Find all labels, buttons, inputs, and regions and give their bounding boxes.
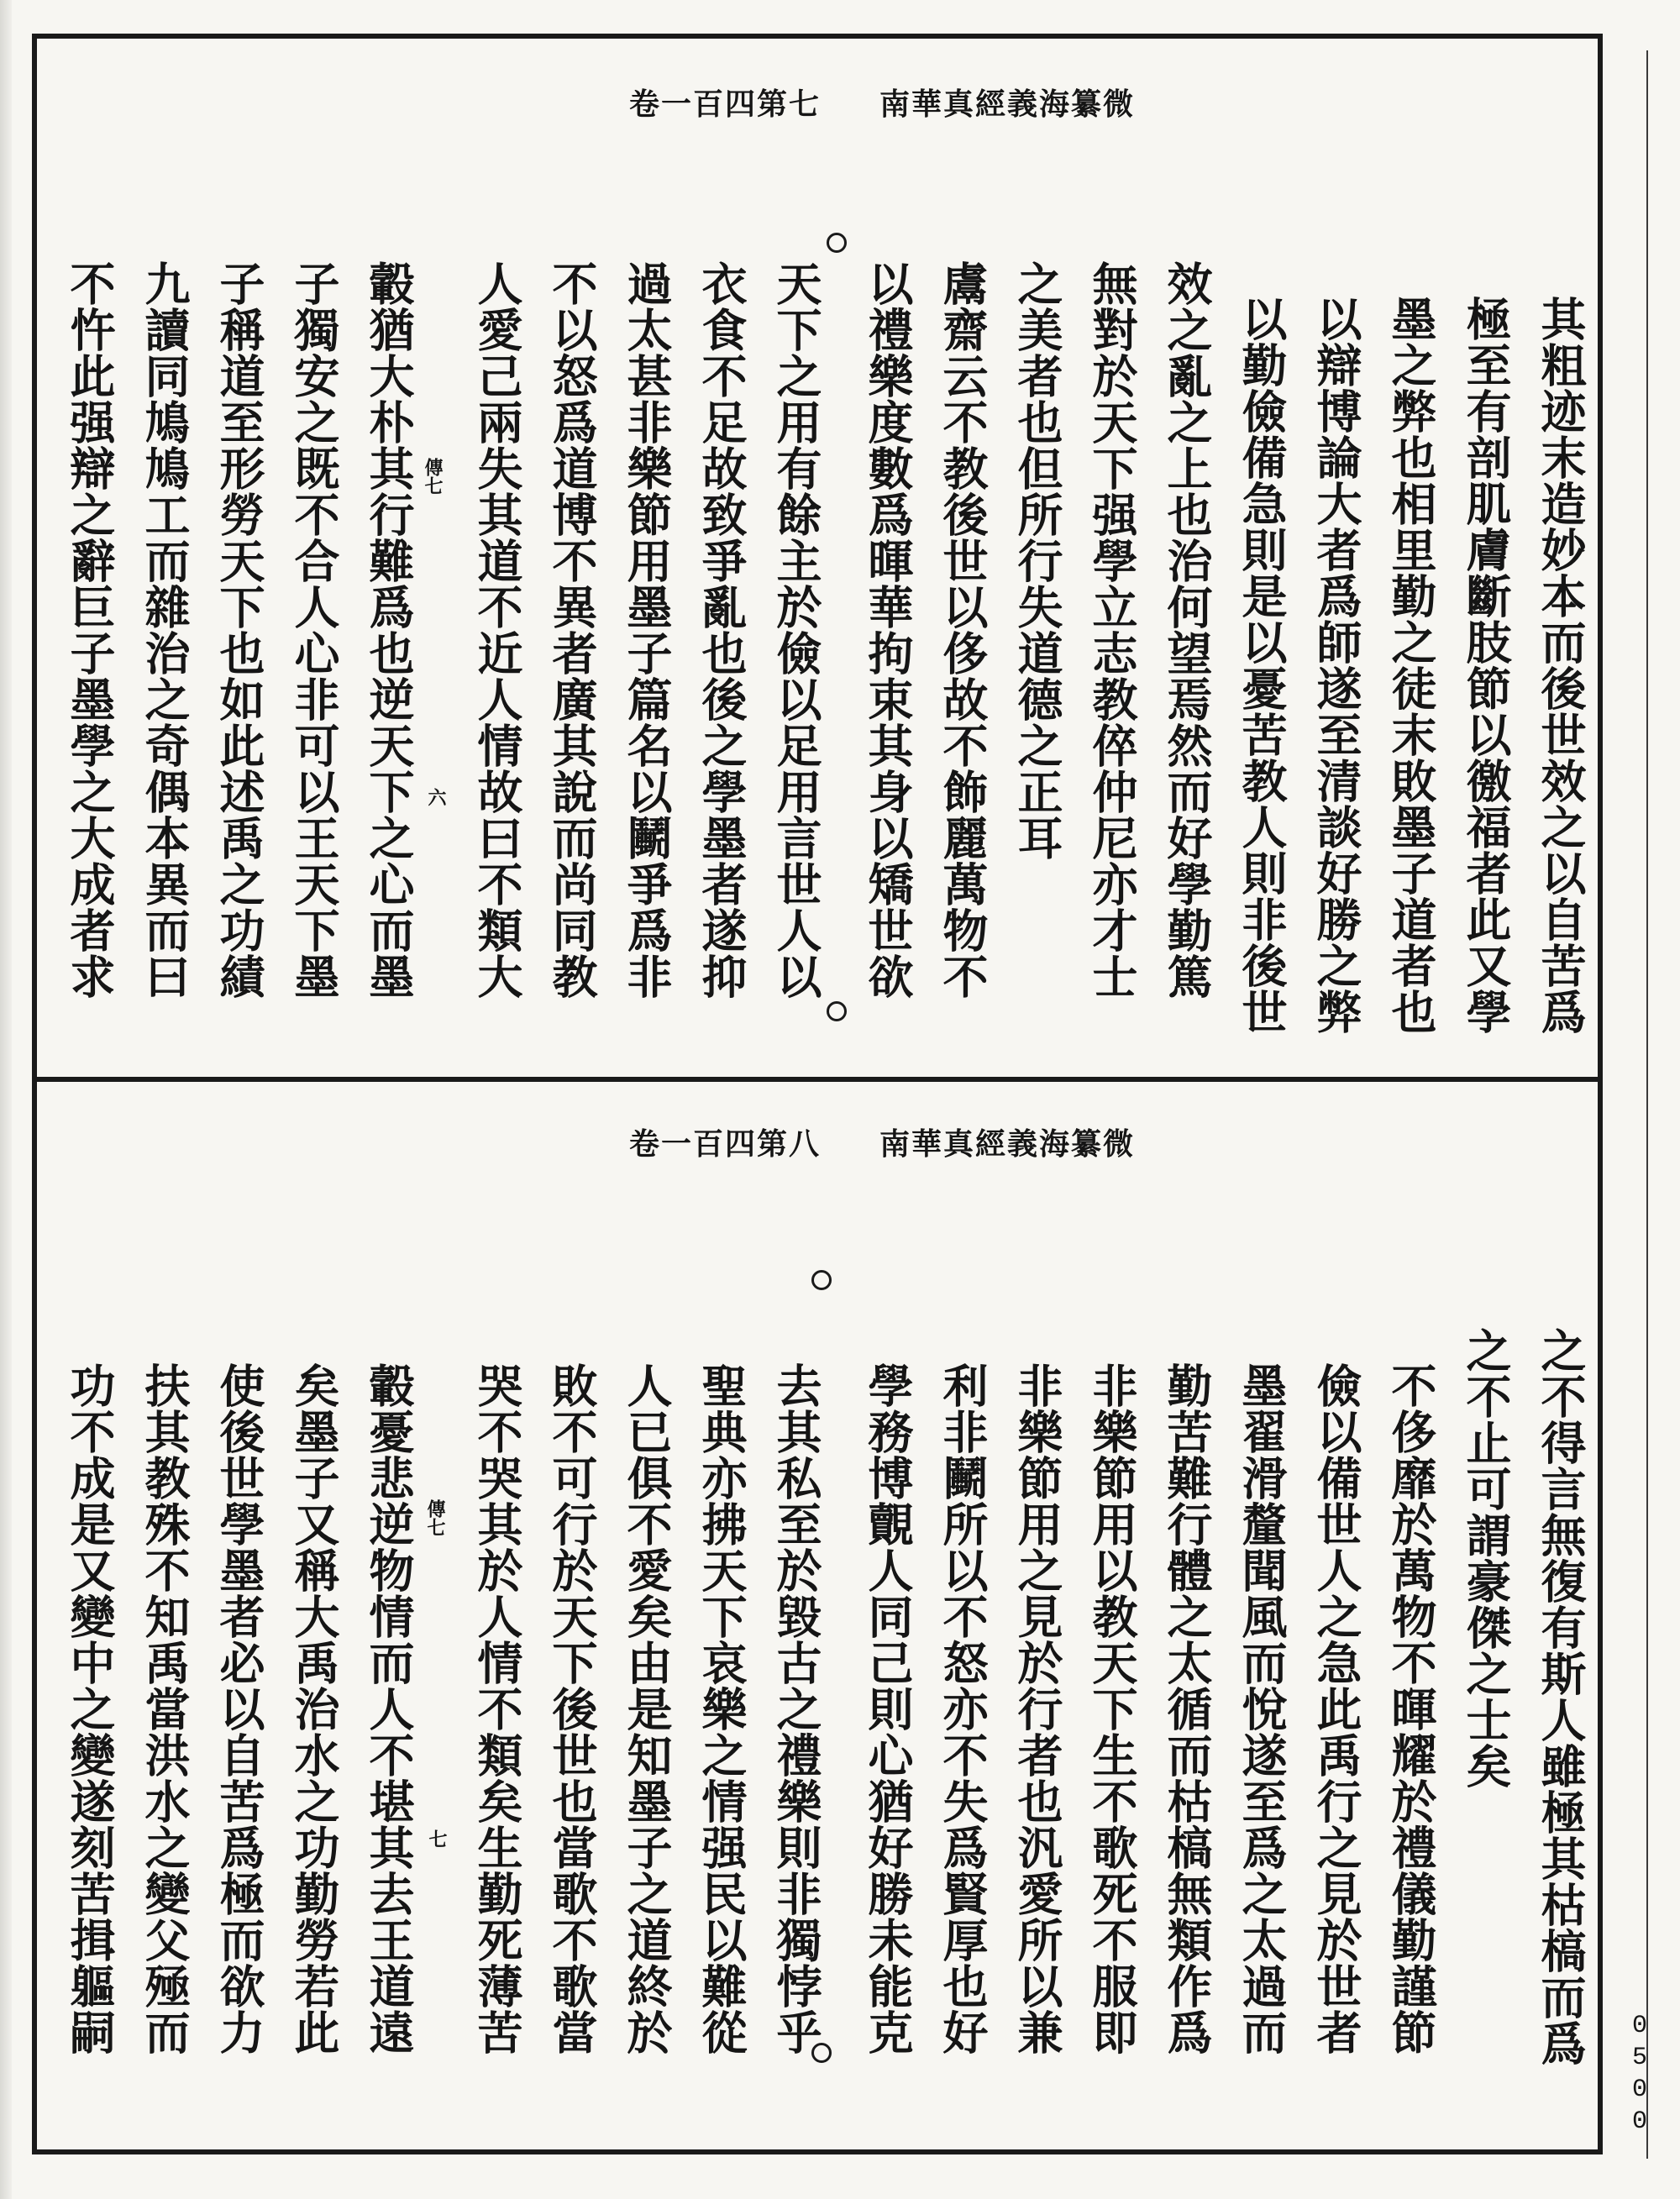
bottom-text-column: 功不成是又變中之變遂刻苦揖軀嗣 xyxy=(63,1362,117,2055)
bottom-text-column: 之不止可謂豪傑之士矣 xyxy=(1459,1327,1513,1789)
bottom-text-column: 不侈靡於萬物不暉耀於禮儀勤謹節 xyxy=(1384,1362,1438,2055)
top-text-column: 轂猶大朴其行難爲也逆天下之心而墨 xyxy=(362,260,416,1000)
bottom-folio-mark: 七 xyxy=(426,1829,448,1848)
bottom-text-column: 敗不可行於天下後世也當歌不歌當 xyxy=(545,1362,599,2055)
top-chapter-mark: 傳七 xyxy=(422,458,444,495)
top-text-column: 子稱道至形勞天下也如此述禹之功績 xyxy=(213,260,266,1000)
bottom-chapter-mark: 傳七 xyxy=(424,1499,446,1536)
scan-edge xyxy=(0,0,12,2199)
bottom-header xyxy=(538,1124,1226,1164)
bottom-text-column: 人已俱不愛矣由是知墨子之道終於 xyxy=(620,1362,674,2055)
bottom-text-column: 哭不哭其於人情不類矣生勤死薄苦 xyxy=(470,1362,524,2055)
bottom-text-column: 轂憂悲逆物情而人不堪其去王道遠 xyxy=(362,1362,416,2055)
punctuation-circle xyxy=(827,1001,847,1021)
top-text-column: 天下之用有餘主於儉以足用言世人以 xyxy=(769,260,823,1000)
top-text-column: 以辯博論大者爲師遂至清談好勝之弊 xyxy=(1310,296,1363,1035)
top-folio-mark: 六 xyxy=(425,788,447,806)
top-text-column: 子獨安之既不合人心非可以王天下墨 xyxy=(287,260,341,1000)
bottom-text-column: 非樂節用以教天下生不歌死不服即 xyxy=(1085,1362,1139,2055)
bottom-text-column: 非樂節用之見於行者也汎愛所以兼 xyxy=(1011,1362,1064,2055)
top-text-column: 以禮樂度數爲暉華拘束其身以矯世欲 xyxy=(861,260,915,1000)
top-text-column: 墨之弊也相里勤之徒末敗墨子道者也 xyxy=(1384,296,1438,1035)
top-text-column: 九讀同鳩鳩工而雜治之奇偶本異而曰 xyxy=(138,260,192,1000)
bottom-text-column: 之不得言無復有斯人雖極其枯槁而爲 xyxy=(1534,1327,1588,2066)
bottom-text-column: 聖典亦拂天下哀樂之情强民以難從 xyxy=(695,1362,748,2055)
bottom-text-column: 學務博覿人同己則心猶好勝未能克 xyxy=(861,1362,915,2055)
top-text-column: 人愛己兩失其道不近人情故曰不類大 xyxy=(470,260,524,1000)
bottom-header-volume: 卷一百四第八 xyxy=(628,1126,821,1162)
top-text-column: 鬳齋云不教後世以侈故不飾麗萬物不 xyxy=(936,260,990,1000)
top-text-column: 以勤儉備急則是以憂苦教人則非後世 xyxy=(1235,296,1289,1035)
top-text-column: 效之亂之上也治何望焉然而好學勤篤 xyxy=(1160,260,1214,1000)
top-text-column: 不以怒爲道博不異者廣其說而尚同教 xyxy=(545,260,599,1000)
top-text-column: 過太甚非樂節用墨子篇名以鬭爭爲非 xyxy=(620,260,674,1000)
bottom-header-title: 南華真經義海纂微 xyxy=(879,1126,1136,1162)
bottom-text-column: 勤苦難行體之太循而枯槁無類作爲 xyxy=(1160,1362,1214,2055)
punctuation-circle xyxy=(811,1270,832,1290)
top-text-column: 之美者也但所行失道德之正耳 xyxy=(1011,260,1064,861)
top-text-column: 不忤此强辯之辭巨子墨學之大成者求 xyxy=(63,260,117,1000)
bottom-text-column: 去其私至於毀古之禮樂則非獨悖乎 xyxy=(769,1362,823,2055)
top-header xyxy=(538,84,1226,124)
panel-divider xyxy=(32,1077,1603,1082)
bottom-text-column: 矣墨子又稱大禹治水之功勤勞若此 xyxy=(287,1362,341,2055)
top-text-column: 極至有剖肌膚斷肢節以徼福者此又學 xyxy=(1459,296,1513,1035)
top-text-column: 無對於天下强學立志教倅仲尼亦才士 xyxy=(1085,260,1139,1000)
margin-rule xyxy=(1646,50,1653,2159)
page-number: 0500 xyxy=(1625,2012,1654,2139)
top-text-column: 衣食不足故致爭亂也後之學墨者遂抑 xyxy=(695,260,748,1000)
bottom-text-column: 儉以備世人之急此禹行之見於世者 xyxy=(1310,1362,1363,2055)
bottom-text-column: 利非鬭所以不怒亦不失爲賢厚也好 xyxy=(936,1362,990,2055)
bottom-text-column: 墨翟滑釐聞風而悅遂至爲之太過而 xyxy=(1235,1362,1289,2055)
punctuation-circle xyxy=(827,233,847,253)
bottom-text-column: 扶其教殊不知禹當洪水之變父殛而 xyxy=(138,1362,192,2055)
top-header-volume: 卷一百四第七 xyxy=(628,87,821,122)
top-header-title: 南華真經義海纂微 xyxy=(879,87,1136,122)
top-text-column: 其粗迹末造妙本而後世效之以自苦爲 xyxy=(1534,296,1588,1035)
bottom-text-column: 使後世學墨者必以自苦爲極而欲力 xyxy=(213,1362,266,2055)
